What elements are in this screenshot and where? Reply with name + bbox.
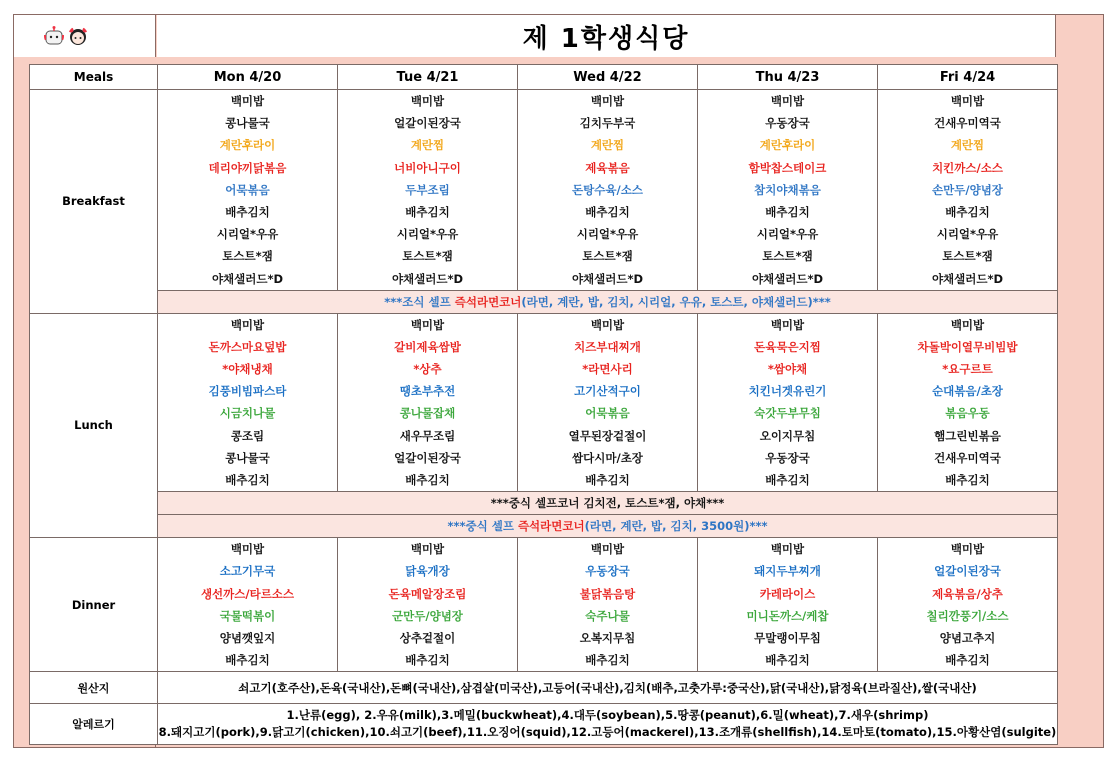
menu-item: 카레라이스 <box>759 586 816 601</box>
menu-item: 백미밥 <box>590 542 625 557</box>
menu-item: 토스트*잼 <box>762 249 813 264</box>
menu-item: 햄그린빈볶음 <box>934 428 1001 443</box>
menu-item: 백미밥 <box>770 94 805 108</box>
breakfast-row <box>30 90 1058 291</box>
menu-item: 시리얼*우유 <box>576 227 639 242</box>
menu-cell <box>698 538 878 672</box>
menu-cell <box>698 90 878 291</box>
menu-item: 얼갈이된장국 <box>394 450 461 465</box>
menu-item: 계란찜 <box>410 138 445 153</box>
menu-item: 돈육메알장조림 <box>388 586 467 601</box>
menu-item: 어묵볶음 <box>225 182 270 197</box>
menu-item: *야채냉채 <box>222 362 273 377</box>
menu-item: 치즈부대찌개 <box>574 339 641 354</box>
menu-item: 어묵볶음 <box>585 406 630 421</box>
menu-table <box>29 64 1058 745</box>
menu-item: 돈까스마요덮밥 <box>208 339 287 354</box>
day-header: Fri 4/24 <box>878 65 1058 90</box>
menu-item: 백미밥 <box>590 317 625 332</box>
menu-item: 오복지무침 <box>579 630 636 645</box>
dinner-label: Dinner <box>30 538 158 672</box>
lunch-row <box>30 313 1058 492</box>
menu-item: 군만두/양념장 <box>392 608 463 623</box>
menu-item: 쌈다시마/초장 <box>572 450 643 465</box>
lunch-self-corner-note <box>158 492 1058 515</box>
menu-item: *상추 <box>413 362 442 377</box>
menu-item: 얼갈이된장국 <box>394 116 461 131</box>
menu-item: 배추김치 <box>225 204 270 219</box>
girl-mascot-icon <box>68 26 88 46</box>
menu-item: 닭육개장 <box>405 564 450 579</box>
menu-item: 백미밥 <box>410 94 445 108</box>
allergy-line-2: 8.돼지고기(pork),9.닭고기(chicken),10.쇠고기(beef),11.오징어(squid),12.고등어(mackerel),13.조개류(shellfish),14.토마토(tomato),15.아황산염(sulgite) <box>158 725 1057 740</box>
menu-item: 백미밥 <box>230 542 265 557</box>
menu-item: 참치야채볶음 <box>754 182 821 197</box>
menu-item: 계란후라이 <box>219 138 276 153</box>
menu-item: 백미밥 <box>770 542 805 557</box>
menu-item: 치킨너겟유린기 <box>748 384 827 399</box>
menu-item: 배추김치 <box>945 473 990 487</box>
menu-item: 백미밥 <box>410 317 445 332</box>
menu-item: 치킨까스/소스 <box>932 160 1003 175</box>
origin-text: 쇠고기(호주산),돈육(국내산),돈뼈(국내산),삼겹살(미국산),고등어(국내산),김치(배추,고춧가루:중국산),닭(국내산),닭정육(브라질산),쌀(국내산) <box>158 672 1058 704</box>
menu-item: 계란후라이 <box>759 138 816 153</box>
menu-cell <box>338 90 518 291</box>
menu-item: 소고기무국 <box>219 564 276 579</box>
menu-item: 우동장국 <box>585 564 630 579</box>
lunch-self-bar-row <box>30 492 1058 515</box>
note-segment: (라면, 계란, 밥, 김치, 시리얼, 우유, 토스트, 야채샐러드)*** <box>521 294 831 309</box>
menu-item: 백미밥 <box>230 94 265 108</box>
menu-item: 백미밥 <box>950 317 985 332</box>
menu-item: 콩나물국 <box>225 450 270 465</box>
menu-item: 돈육묵은지찜 <box>754 339 821 354</box>
day-header: Wed 4/22 <box>518 65 698 90</box>
origin-label: 원산지 <box>30 672 158 704</box>
menu-item: *요구르트 <box>942 362 993 377</box>
menu-item: 생선까스/타르소스 <box>200 586 295 601</box>
menu-item: 백미밥 <box>590 94 625 108</box>
menu-item: 제육볶음 <box>585 160 630 175</box>
menu-item: 시리얼*우유 <box>216 227 279 242</box>
menu-item: 건새우미역국 <box>934 450 1001 465</box>
menu-cell <box>338 538 518 672</box>
menu-cell <box>518 313 698 492</box>
menu-item: 배추김치 <box>945 204 990 219</box>
menu-item: 배추김치 <box>405 653 450 668</box>
menu-item: 콩나물국 <box>225 116 270 131</box>
menu-item: 콩나물잡채 <box>399 406 456 421</box>
menu-item: 배추김치 <box>585 204 630 219</box>
note-segment: 즉석라면코너 <box>517 519 585 534</box>
menu-item: 배추김치 <box>765 473 810 487</box>
menu-item: 두부조림 <box>405 182 450 197</box>
menu-cell <box>158 538 338 672</box>
menu-item: 야채샐러드*D <box>751 271 824 286</box>
menu-item: 토스트*잼 <box>402 249 453 264</box>
menu-cell <box>878 538 1058 672</box>
breakfast-self-bar-row <box>30 290 1058 313</box>
menu-item: 함박찹스테이크 <box>748 160 827 175</box>
menu-item: 백미밥 <box>230 317 265 332</box>
origin-row <box>30 672 1058 704</box>
menu-item: 토스트*잼 <box>942 249 993 264</box>
menu-item: 토스트*잼 <box>582 249 633 264</box>
menu-item: 계란찜 <box>950 138 985 153</box>
menu-item: 미니돈까스/케찹 <box>746 608 829 623</box>
menu-item: 무말랭이무침 <box>754 630 821 645</box>
menu-item: 손만두/양념장 <box>932 182 1003 197</box>
menu-item: 배추김치 <box>405 473 450 487</box>
header-row <box>30 65 1058 90</box>
title-cell <box>157 15 1056 57</box>
menu-cell <box>878 313 1058 492</box>
menu-item: 우동장국 <box>765 450 810 465</box>
note-segment: ***중식 셀프 <box>447 519 518 534</box>
menu-item: 콩조림 <box>230 428 265 443</box>
allergy-text <box>158 704 1058 745</box>
menu-item: 배추김치 <box>765 204 810 219</box>
menu-item: 백미밥 <box>410 542 445 557</box>
menu-cell <box>338 313 518 492</box>
menu-item: 데리야끼닭볶음 <box>208 160 287 175</box>
menu-item: 땡초부추전 <box>399 384 456 399</box>
menu-item: 숙주나물 <box>585 608 630 623</box>
menu-item: 김풍비빔파스타 <box>208 384 287 399</box>
menu-item: 배추김치 <box>765 653 810 668</box>
lunch-label: Lunch <box>30 313 158 538</box>
menu-cell <box>518 90 698 291</box>
menu-item: *쌈야채 <box>767 362 808 377</box>
allergy-line-1: 1.난류(egg), 2.우유(milk),3.메밀(buckwheat),4.대두(soybean),5.땅콩(peanut),6.밀(wheat),7.새우(shrimp) <box>286 708 929 723</box>
lunch-ramen-bar-row <box>30 515 1058 538</box>
menu-item: 상추겉절이 <box>399 630 456 645</box>
menu-item: 건새우미역국 <box>934 116 1001 131</box>
note-segment: ***중식 셀프코너 김치전, 토스트*잼, 야채*** <box>490 496 725 511</box>
menu-item: 제육볶음/상추 <box>932 586 1003 601</box>
note-segment: (라면, 계란, 밥, 김치, 3500원)*** <box>584 519 768 534</box>
menu-item: 볶음우동 <box>945 406 990 421</box>
menu-item: 야채샐러드*D <box>211 271 284 286</box>
menu-item: 김치두부국 <box>579 116 636 131</box>
day-header: Mon 4/20 <box>158 65 338 90</box>
menu-item: 우동장국 <box>765 116 810 131</box>
day-header: Thu 4/23 <box>698 65 878 90</box>
page-title: 제 1학생식당 <box>522 23 690 54</box>
menu-item: 차돌박이열무비빔밥 <box>917 339 1018 354</box>
menu-item: 배추김치 <box>405 204 450 219</box>
menu-cell <box>158 90 338 291</box>
menu-item: 배추김치 <box>225 653 270 668</box>
menu-item: 오이지무침 <box>759 428 816 443</box>
menu-item: 백미밥 <box>950 542 985 557</box>
breakfast-self-corner-note <box>158 290 1058 313</box>
menu-item: 얼갈이된장국 <box>934 564 1001 579</box>
menu-item: 국물떡볶이 <box>219 608 276 623</box>
menu-cell <box>698 313 878 492</box>
robot-mascot-icon <box>44 26 64 46</box>
menu-item: 야채샐러드*D <box>931 271 1004 286</box>
menu-item: 갈비제육쌈밥 <box>394 339 461 354</box>
menu-item: 배추김치 <box>585 653 630 668</box>
menu-item: 야채샐러드*D <box>571 271 644 286</box>
allergy-label: 알레르기 <box>30 704 158 745</box>
menu-item: 배추김치 <box>225 473 270 487</box>
menu-item: 야채샐러드*D <box>391 271 464 286</box>
menu-item: 배추김치 <box>585 473 630 487</box>
menu-item: 너비아니구이 <box>394 160 461 175</box>
dinner-row <box>30 538 1058 672</box>
menu-item: 불닭볶음탕 <box>579 586 636 601</box>
menu-item: 토스트*잼 <box>222 249 273 264</box>
meals-header: Meals <box>30 65 158 90</box>
menu-item: 계란찜 <box>590 138 625 153</box>
menu-item: 새우무조림 <box>399 428 456 443</box>
menu-item: 시리얼*우유 <box>936 227 999 242</box>
menu-item: 시리얼*우유 <box>396 227 459 242</box>
menu-item: 돼지두부찌개 <box>754 564 821 579</box>
allergy-row <box>30 704 1058 745</box>
menu-item: 시리얼*우유 <box>756 227 819 242</box>
menu-cell <box>878 90 1058 291</box>
menu-item: *라면사리 <box>582 362 633 377</box>
menu-item: 고기산적구이 <box>574 384 641 399</box>
menu-item: 열무된장겉절이 <box>568 428 647 443</box>
menu-item: 배추김치 <box>945 653 990 668</box>
menu-item: 양념고추지 <box>939 630 996 645</box>
menu-item: 백미밥 <box>770 317 805 332</box>
breakfast-label: Breakfast <box>30 90 158 314</box>
note-segment: 즉석라면코너 <box>454 294 522 309</box>
day-header: Tue 4/21 <box>338 65 518 90</box>
menu-item: 시금치나물 <box>219 406 276 421</box>
logo-cell <box>14 15 156 57</box>
menu-item: 돈탕수육/소스 <box>572 182 643 197</box>
lunch-ramen-corner-note <box>158 515 1058 538</box>
menu-item: 양념깻잎지 <box>219 630 276 645</box>
menu-cell <box>158 313 338 492</box>
menu-cell <box>518 538 698 672</box>
note-segment: ***조식 셀프 <box>384 294 455 309</box>
menu-item: 순대볶음/초장 <box>932 384 1003 399</box>
menu-item: 백미밥 <box>950 94 985 108</box>
menu-item: 숙갓두부무침 <box>754 406 821 421</box>
menu-item: 칠리깐풍기/소스 <box>926 608 1009 623</box>
